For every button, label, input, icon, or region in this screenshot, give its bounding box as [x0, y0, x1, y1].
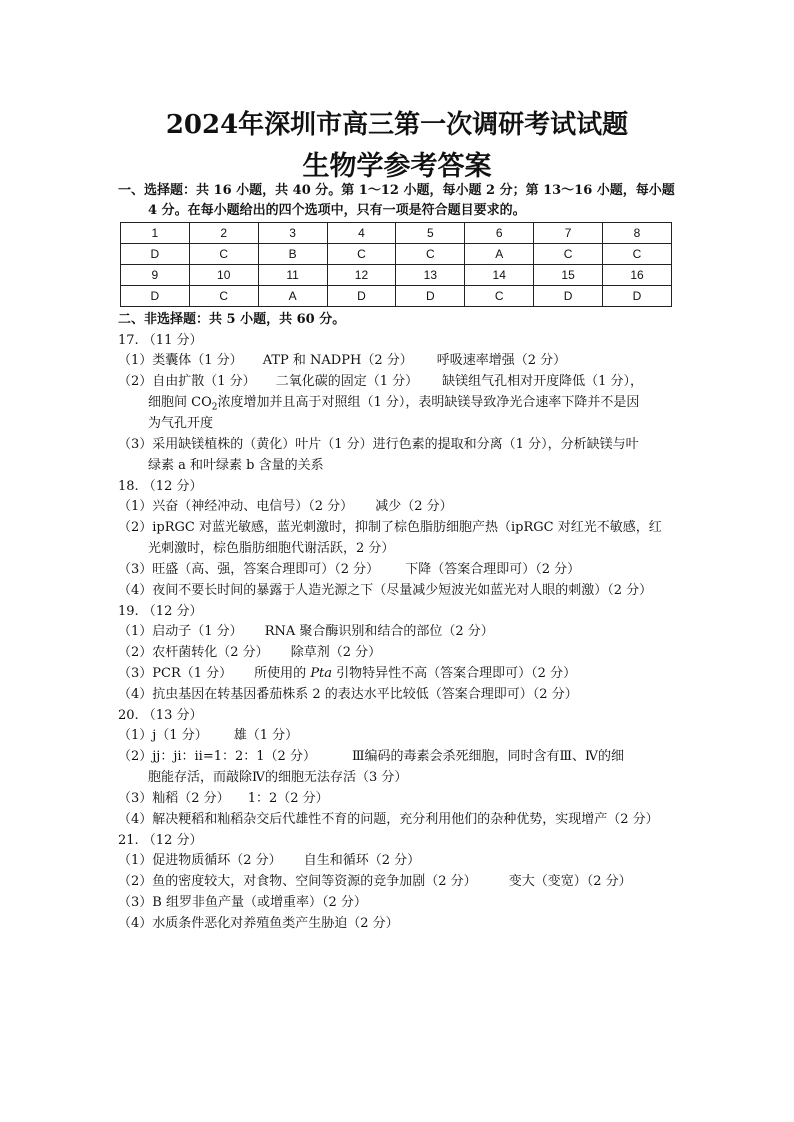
table-cell: C — [534, 244, 603, 265]
section2-heading: 二、非选择题：共 5 小题，共 60 分。 — [118, 312, 346, 327]
table-cell: C — [327, 244, 396, 265]
q19-heading: 19. （12 分） — [118, 604, 203, 619]
q20-2-a: （2）jj：ji：ii=1：2：1（2 分） — [118, 749, 316, 764]
table-cell: C — [465, 286, 534, 307]
q21-1-b: 自生和循环（2 分） — [303, 853, 421, 868]
co2-subscript: 2 — [211, 402, 218, 413]
table-row — [121, 223, 672, 244]
q21-2-a: （2）鱼的密度较大，对食物、空间等资源的竞争加剧（2 分） — [118, 874, 477, 889]
q18-answer-1 — [118, 497, 453, 517]
q18-3-b: 下降（答案合理即可）（2 分） — [405, 562, 581, 577]
q20-answer-2-line2: 胞能存活，而敲除Ⅳ的细胞无法存活（3 分） — [148, 770, 408, 785]
q18-answer-2-line2: 光刺激时，棕色脂肪细胞代谢活跃，2 分） — [148, 541, 395, 556]
document-subtitle: 生物学参考答案 — [302, 151, 492, 182]
q20-answer-2 — [118, 747, 624, 767]
q19-1-a: （1）启动子（1 分） — [118, 624, 243, 639]
q20-answer-4: （4）解决粳稻和籼稻杂交后代雄性不育的问题，充分利用他们的杂种优势，实现增产（2 分） — [118, 812, 659, 827]
table-cell: B — [258, 244, 327, 265]
table-cell: 16 — [603, 265, 672, 286]
table-cell: 11 — [258, 265, 327, 286]
table-cell: C — [189, 244, 258, 265]
q21-answer-1 — [118, 851, 420, 871]
q19-answer-1 — [118, 622, 494, 642]
q19-2-a: （2）农杆菌转化（2 分） — [118, 645, 269, 660]
q20-2-b: Ⅲ编码的毒素会杀死细胞，同时含有Ⅲ、Ⅳ的细 — [351, 749, 625, 764]
q17-answer-2-line2 — [148, 393, 639, 418]
q19-2-b: 除草剂（2 分） — [290, 645, 382, 660]
q17-2-c: 缺镁组气孔相对开度降低（1 分）， — [442, 374, 643, 389]
table-cell: 12 — [327, 265, 396, 286]
table-cell: 15 — [534, 265, 603, 286]
q19-answer-3 — [118, 664, 576, 684]
table-cell: 2 — [189, 223, 258, 244]
q19-3-b-pre: 所使用的 — [254, 666, 311, 681]
q19-3-a: （3）PCR（1 分） — [118, 666, 233, 681]
q17-1-b: ATP 和 NADPH（2 分） — [262, 353, 413, 368]
q20-3-b: 1：2（2 分） — [247, 791, 329, 806]
table-cell: D — [121, 244, 190, 265]
q19-1-b: RNA 聚合酶识别和结合的部位（2 分） — [264, 624, 494, 639]
q21-2-b: 变大（变宽）（2 分） — [508, 874, 632, 889]
table-cell: 9 — [121, 265, 190, 286]
section1-heading-line1: 一、选择题：共 16 小题，共 40 分。第 1～12 小题，每小题 2 分；第 13～16 小题，每小题 — [118, 183, 675, 198]
answer-table — [120, 222, 672, 307]
q18-answer-2: （2）ipRGC 对蓝光敏感，蓝光刺激时，抑制了棕色脂肪细胞产热（ipRGC 对红光不敏感，红 — [118, 520, 662, 535]
table-cell: 7 — [534, 223, 603, 244]
q20-1-b: 雄（1 分） — [233, 728, 299, 743]
table-cell: A — [258, 286, 327, 307]
table-cell: C — [396, 244, 465, 265]
table-cell: C — [603, 244, 672, 265]
q21-answer-4: （4）水质条件恶化对养殖鱼类产生胁迫（2 分） — [118, 916, 399, 931]
table-cell: 6 — [465, 223, 534, 244]
table-row — [121, 286, 672, 307]
q20-answer-3 — [118, 789, 329, 809]
q17-answer-1 — [118, 351, 566, 371]
q19-answer-4: （4）抗虫基因在转基因番茄株系 2 的表达水平比较低（答案合理即可）（2 分） — [118, 687, 578, 702]
q18-answer-3 — [118, 560, 580, 580]
table-cell: 5 — [396, 223, 465, 244]
q17-2-b: 二氧化碳的固定（1 分） — [275, 374, 419, 389]
q20-1-a: （1）j（1 分） — [118, 728, 208, 743]
q17-2-l2-pre: 细胞间 CO — [148, 395, 212, 410]
table-cell: C — [189, 286, 258, 307]
q17-answer-2-line3: 为气孔开度 — [148, 416, 214, 431]
table-cell: 8 — [603, 223, 672, 244]
table-cell: D — [121, 286, 190, 307]
q20-3-a: （3）籼稻（2 分） — [118, 791, 230, 806]
q17-1-a: （1）类囊体（1 分） — [118, 353, 243, 368]
table-cell: D — [603, 286, 672, 307]
q17-2-a: （2）自由扩散（1 分） — [118, 374, 256, 389]
q18-answer-4: （4）夜间不要长时间的暴露于人造光源之下（尽量减少短波光如蓝光对人眼的刺激）（2 分） — [118, 583, 653, 598]
q19-3-b-post: 引物特异性不高（答案合理即可）（2 分） — [332, 666, 577, 681]
q17-2-l2-post: 浓度增加并且高于对照组（1 分），表明缺镁导致净光合速率下降并不是因 — [217, 395, 640, 410]
q19-answer-2 — [118, 643, 381, 663]
q18-1-b: 减少（2 分） — [375, 499, 453, 514]
table-cell: 14 — [465, 265, 534, 286]
q17-1-c: 呼吸速率增强（2 分） — [436, 353, 567, 368]
q18-1-a: （1）兴奋（神经冲动、电信号）（2 分） — [118, 499, 354, 514]
q17-answer-2 — [118, 372, 643, 392]
q21-1-a: （1）促进物质循环（2 分） — [118, 853, 282, 868]
q17-answer-3-line2: 绿素 a 和叶绿素 b 含量的关系 — [148, 458, 324, 473]
section1-heading-line2: 4 分。在每小题给出的四个选项中，只有一项是符合题目要求的。 — [148, 203, 526, 218]
q18-3-a: （3）旺盛（高、强，答案合理即可）（2 分） — [118, 562, 380, 577]
table-cell: D — [396, 286, 465, 307]
q19-3-b-italic: Pta — [310, 666, 333, 681]
q17-answer-3: （3）采用缺镁植株的（黄化）叶片（1 分）进行色素的提取和分离（1 分），分析缺镁与叶 — [118, 437, 639, 452]
table-cell: 1 — [121, 223, 190, 244]
q21-answer-3: （3）B 组罗非鱼产量（或增重率）（2 分） — [118, 895, 367, 910]
q21-answer-2 — [118, 872, 632, 892]
table-row — [121, 265, 672, 286]
q20-answer-1 — [118, 726, 298, 746]
table-cell: A — [465, 244, 534, 265]
table-cell: 10 — [189, 265, 258, 286]
q17-heading: 17. （11 分） — [118, 333, 203, 348]
table-cell: 13 — [396, 265, 465, 286]
table-row — [121, 244, 672, 265]
table-cell: D — [327, 286, 396, 307]
table-cell: 3 — [258, 223, 327, 244]
table-cell: D — [534, 286, 603, 307]
q21-heading: 21. （12 分） — [118, 833, 203, 848]
q18-heading: 18. （12 分） — [118, 479, 203, 494]
q20-heading: 20. （13 分） — [118, 708, 203, 723]
document-title: 2024年深圳市高三第一次调研考试试题 — [165, 110, 629, 140]
table-cell: 4 — [327, 223, 396, 244]
